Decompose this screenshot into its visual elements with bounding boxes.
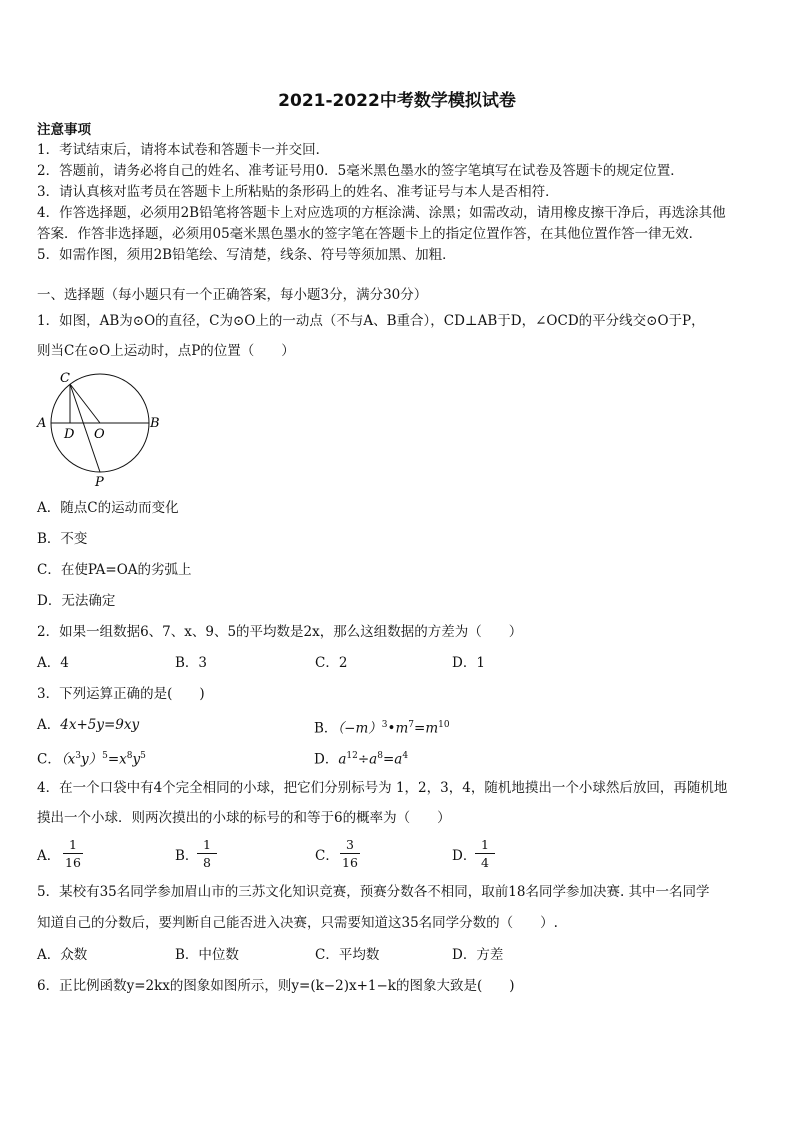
option-b: B．不变 [37, 531, 88, 547]
numerator: 3 [346, 837, 354, 852]
segment-co [70, 384, 100, 423]
fraction [340, 837, 360, 870]
label-a: A [37, 416, 47, 431]
option-d [452, 846, 476, 866]
question-4-line2: 摸出一个小球．则两次摸出的小球的标号的和等于6的概率为（ ） [37, 810, 451, 826]
notice-item: 2．答题前，请务必将自己的姓名、准考证号用0．5毫米黑色墨水的签字笔填写在试卷及答题卡的规定位置． [37, 163, 684, 179]
option-b: B．中位数 [175, 947, 239, 963]
exponent: 4 [402, 751, 409, 761]
option-label: D． [314, 751, 339, 768]
option-c: C．2 [315, 655, 348, 671]
option-d: D．1 [452, 655, 485, 671]
question-1-figure [34, 368, 164, 490]
exponent: 3 [75, 751, 81, 761]
label-d: D [64, 427, 75, 442]
option-label: C． [37, 751, 61, 768]
denominator: 4 [481, 855, 489, 870]
math-part: =a [382, 751, 403, 768]
question-1-line2: 则当C在⊙O上运动时，点P的位置（ ） [37, 343, 295, 359]
option-c: C．平均数 [315, 947, 380, 963]
option-a [37, 715, 139, 735]
numerator: 1 [203, 837, 211, 852]
question-4-line1: 4．在一个口袋中有4个完全相同的小球，把它们分别标号为 1，2，3，4，随机地摸出一个小球然后放回，再随机地 [37, 780, 728, 796]
option-label: B． [314, 720, 338, 737]
exponent: 12 [346, 751, 358, 761]
exponent: 5 [102, 751, 108, 761]
math-part: =m [414, 720, 439, 737]
notice-item: 1．考试结束后，请将本试卷和答题卡一并交回． [37, 142, 330, 158]
exponent: 5 [140, 751, 146, 761]
question-5-line1: 5．某校有35名同学参加眉山市的三苏文化知识竞赛，预赛分数各不相同，取前18名同学参加决赛. 其中一名同学 [37, 884, 710, 900]
math-part: （−m） [337, 720, 382, 737]
option-a: A．随点C的运动而变化 [37, 500, 179, 516]
math-part: y） [80, 751, 103, 768]
option-b [314, 715, 450, 739]
page-title: 2021-2022中考数学模拟试卷 [278, 91, 516, 111]
fraction [63, 837, 83, 870]
option-a [37, 846, 60, 866]
math-part: y [132, 751, 141, 768]
denominator: 16 [342, 855, 358, 870]
exponent: 8 [126, 751, 133, 761]
option-label: D． [452, 848, 477, 864]
math-part: ÷a [357, 751, 378, 768]
exponent: 7 [408, 720, 415, 730]
question-2-stem: 2．如果一组数据6、7、x、9、5的平均数是2x，那么这组数据的方差为（ ） [37, 624, 523, 640]
notice-item: 3．请认真核对监考员在答题卡上所粘贴的条形码上的姓名、准考证号与本人是否相符． [37, 184, 559, 200]
fraction [197, 837, 217, 870]
option-label: C． [315, 848, 339, 864]
option-a: A．众数 [37, 947, 88, 963]
option-d: D．无法确定 [37, 593, 116, 609]
question-3-stem: 3．下列运算正确的是( ) [37, 686, 205, 702]
fraction [475, 837, 495, 870]
label-c: C [60, 371, 70, 386]
option-label: A． [37, 848, 61, 864]
option-label: A． [37, 717, 61, 733]
math-part: =x [107, 751, 127, 768]
notice-heading: 注意事项 [37, 122, 91, 138]
notice-item: 答案．作答非选择题，必须用05毫米黑色墨水的签字笔在答题卡上的指定位置作答，在其他位置作答一律无效． [37, 226, 703, 242]
option-label: B． [175, 848, 199, 864]
numerator: 1 [481, 837, 489, 852]
section-heading: 一、选择题（每小题只有一个正确答案，每小题3分，满分30分） [37, 287, 428, 303]
math-part: a [338, 751, 347, 768]
notice-item: 5．如需作图，须用2B铅笔绘、写清楚，线条、符号等须加黑、加粗． [37, 247, 456, 263]
question-6-stem: 6．正比例函数y=2kx的图象如图所示，则y=(k−2)x+1−k的图象大致是( ) [37, 978, 515, 994]
exponent: 8 [377, 751, 383, 761]
label-b: B [150, 416, 160, 431]
option-c [315, 846, 339, 866]
option-b [175, 846, 198, 866]
question-5-line2: 知道自己的分数后，要判断自己能否进入决赛，只需要知道这35名同学分数的（ ）. [37, 915, 558, 931]
math-part: •m [387, 720, 409, 737]
option-c: C．在使PA=OA的劣弧上 [37, 562, 192, 578]
option-b: B．3 [175, 655, 208, 671]
option-d: D．方差 [452, 947, 504, 963]
option-a: A．4 [37, 655, 69, 671]
label-o: O [94, 427, 105, 442]
exponent: 3 [381, 720, 388, 730]
denominator: 8 [203, 855, 211, 870]
denominator: 16 [65, 855, 81, 870]
option-c [37, 746, 146, 770]
option-d [314, 746, 408, 770]
math-expression: 4x+5y=9xy [60, 717, 140, 733]
label-p: P [95, 475, 104, 490]
math-part: （x [60, 751, 76, 768]
exponent: 10 [438, 720, 450, 730]
question-1-line1: 1．如图，AB为⊙O的直径，C为⊙O上的一动点（不与A、B重合），CD⊥AB于D，∠OCD的平分线交⊙O于P， [37, 313, 705, 329]
numerator: 1 [69, 837, 77, 852]
notice-item: 4．作答选择题，必须用2B铅笔将答题卡上对应选项的方框涂满、涂黑；如需改动，请用橡皮擦干净后，再选涂其他 [37, 205, 726, 221]
